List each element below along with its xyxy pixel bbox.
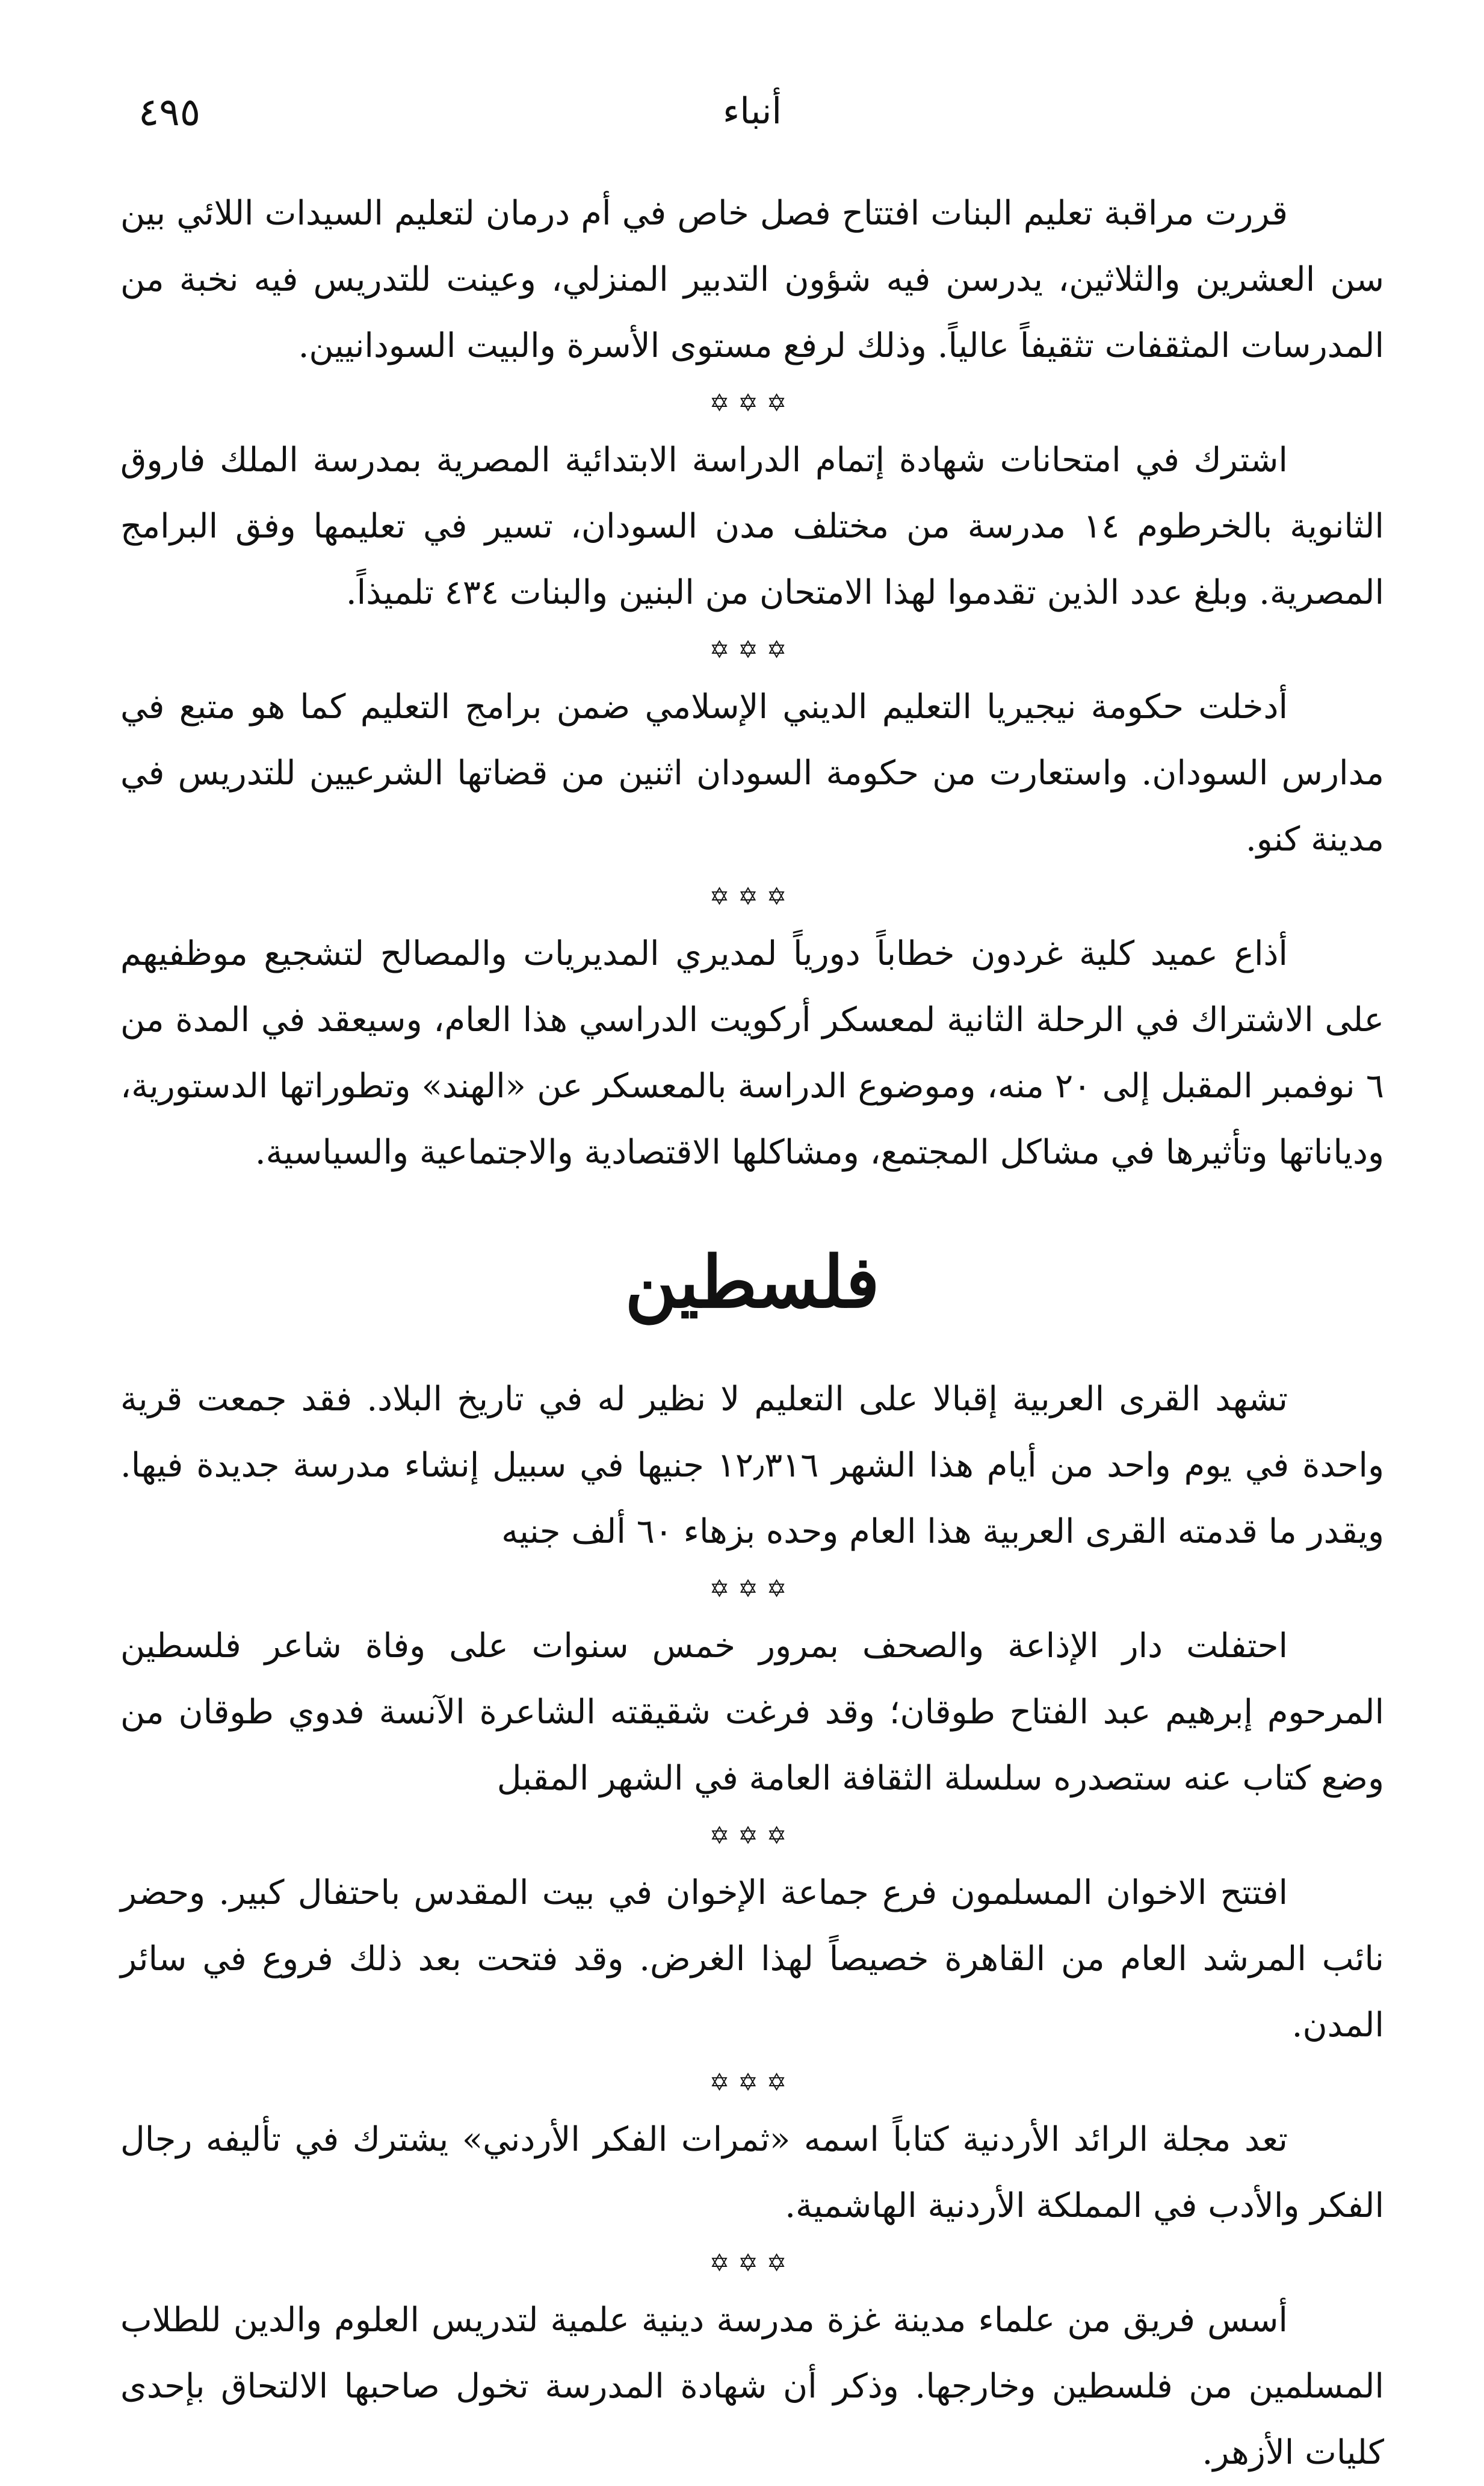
news-paragraph: أذاع عميد كلية غردون خطاباً دورياً لمديري المديريات والمصالح لتشجيع موظفيهم على الاشتراك في الرحلة الثانية لمعسكر أركويت الدراسي هذا العام، وسيعقد في المدة من ٦ نوفمبر المقبل إلى ٢٠ منه، وموضوع الدراسة بالمعسكر عن «الهند» وتطوراتها الدستورية، ودياناتها وتأثيرها في مشاكل المجتمع، ومشاكلها الاقتصادية والاجتماعية والسياسية. [120, 934, 1384, 1172]
star-separator: ✡✡✡ [709, 1822, 796, 1850]
star-separator: ✡✡✡ [709, 2069, 796, 2097]
page-number: ٤٩٥ [138, 90, 201, 135]
star-separator: ✡✡✡ [709, 2249, 796, 2277]
star-separator: ✡✡✡ [709, 636, 796, 664]
page-header [120, 90, 1384, 144]
news-paragraph: قررت مراقبة تعليم البنات افتتاح فصل خاص في أم درمان لتعليم السيدات اللائي بين سن العشرين والثلاثين، يدرسن فيه شؤون التدبير المنزلي، وعينت للتدريس فيه نخبة من المدرسات المثقفات تثقيفاً عالياً. وذلك لرفع مستوى الأسرة والبيت السودانيين. [120, 194, 1384, 365]
news-paragraph: تشهد القرى العربية إقبالا على التعليم لا نظير له في تاريخ البلاد. فقد جمعت قرية واحدة في يوم واحد من أيام هذا الشهر ١٢٫٣١٦ جنيها في سبيل إنشاء مدرسة جديدة فيها. ويقدر ما قدمته القرى العربية هذا العام وحده بزهاء ٦٠ ألف جنيه [120, 1380, 1384, 1551]
star-separator: ✡✡✡ [709, 883, 796, 911]
news-paragraph: تعد مجلة الرائد الأردنية كتاباً اسمه «ثمرات الفكر الأردني» يشترك في تأليفه رجال الفكر والأدب في المملكة الأردنية الهاشمية. [120, 2120, 1384, 2225]
news-paragraph: أسس فريق من علماء مدينة غزة مدرسة دينية علمية لتدريس العلوم والدين للطلاب المسلمين من فلسطين وخارجها. وذكر أن شهادة المدرسة تخول صاحبها الالتحاق بإحدى كليات الأزهر. [120, 2301, 1384, 2472]
section-title-palestine: فلسطين [625, 1240, 880, 1324]
star-separator: ✡✡✡ [709, 1575, 796, 1603]
news-paragraph: افتتح الاخوان المسلمون فرع جماعة الإخوان في بيت المقدس باحتفال كبير. وحضر نائب المرشد العام من القاهرة خصيصاً لهذا الغرض. وقد فتحت بعد ذلك فروع في سائر المدن. [120, 1873, 1384, 2045]
star-separator: ✡✡✡ [709, 389, 796, 417]
news-paragraph: احتفلت دار الإذاعة والصحف بمرور خمس سنوات على وفاة شاعر فلسطين المرحوم إبرهيم عبد الفتاح طوقان؛ وقد فرغت شقيقته الشاعرة الآنسة فدوي طوقان من وضع كتاب عنه ستصدره سلسلة الثقافة العامة في الشهر المقبل [120, 1626, 1384, 1798]
running-title: أنباء [723, 90, 782, 132]
news-paragraph: اشترك في امتحانات شهادة إتمام الدراسة الابتدائية المصرية بمدرسة الملك فاروق الثانوية بالخرطوم ١٤ مدرسة من مختلف مدن السودان، تسير في تعليمها وفق البرامج المصرية. وبلغ عدد الذين تقدموا لهذا الامتحان من البنين والبنات ٤٣٤ تلميذاً. [120, 441, 1384, 612]
news-paragraph: أدخلت حكومة نيجيريا التعليم الديني الإسلامي ضمن برامج التعليم كما هو متبع في مدارس السودان. واستعارت من حكومة السودان اثنين من قضاتها الشرعيين للتدريس في مدينة كنو. [120, 687, 1384, 859]
article-body [120, 181, 1384, 2486]
